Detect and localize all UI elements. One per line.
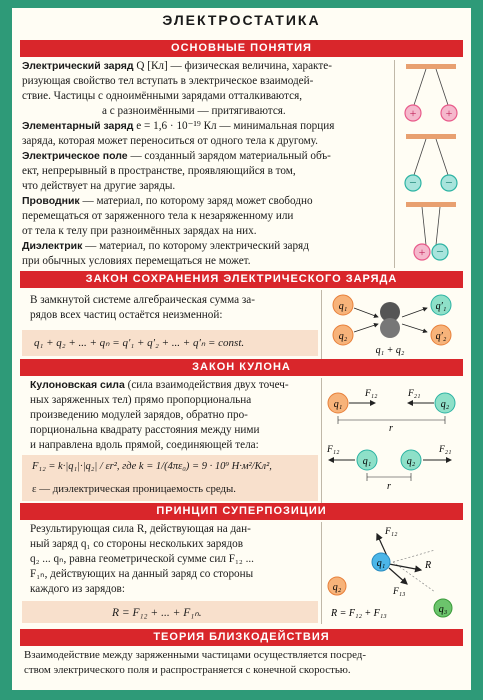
- coulomb-epsilon: ε — диэлектрическая проницаемость среды.: [32, 483, 236, 495]
- conservation-line-2: рядов всех частиц остаётся неизменной:: [30, 309, 223, 321]
- coulomb-line-5: и направлена вдоль прямой, соединяющей тела:: [30, 439, 259, 451]
- label-q2: q₂: [440, 399, 450, 410]
- hanging-charges-illustration: [396, 58, 464, 270]
- section-banner-coulomb: ЗАКОН КУЛОНА: [20, 359, 463, 376]
- section-banner-superposition: ПРИНЦИП СУПЕРПОЗИЦИИ: [20, 503, 463, 520]
- field-def-2: ект, непрерывный в пространстве, проявляющийся в том,: [22, 165, 296, 177]
- label-R: R: [425, 560, 432, 571]
- elem-def-2: заряда, которая может переноситься от одного тела к другому.: [22, 135, 318, 147]
- label-q2: q₂: [332, 582, 342, 593]
- conservation-text: [30, 293, 320, 323]
- conservation-formula: q₁ + q₂ + ... + qₙ = q′₁ + q′₂ + ... + q′ₙ = const.: [34, 337, 245, 349]
- coulomb-line-2: ных заряженных тел) прямо пропорциональна: [30, 394, 252, 406]
- label-sum: q₁ + q₂: [375, 345, 405, 356]
- cond-def-3: от тела к телу при разноимённых зарядах на них.: [22, 225, 257, 237]
- diel-def: — материал, по которому электрический заряд: [85, 240, 309, 252]
- shortrange-line-2: ством электрического поля и распространяется с конечной скоростью.: [24, 664, 351, 676]
- label-q2-prime: q′₂: [435, 331, 447, 342]
- conservation-illustration: [323, 290, 463, 360]
- label-q1-prime: q′₁: [435, 301, 447, 312]
- cond-def-2: перемещаться от заряженного тела к незаряженному или: [22, 210, 294, 222]
- superposition-line-5: каждого из зарядов:: [30, 583, 125, 595]
- superposition-formula: R = F₁₂ + ... + F₁ₙ.: [112, 607, 202, 619]
- label-q1: q₁: [338, 301, 348, 312]
- merged-body: [380, 318, 400, 338]
- elem-def: e = 1,6 · 10⁻¹⁹ Кл — минимальная порция: [136, 120, 335, 132]
- label-q2: q₂: [406, 456, 416, 467]
- suspension-bar: [406, 64, 456, 69]
- field-def: — созданный зарядом материальный объ-: [130, 150, 331, 162]
- superposition-line-3: q₂ ... qₙ, равна геометрической сумме сил F₁₂ ...: [30, 553, 254, 565]
- term-coulomb-force: Кулоновская сила: [30, 379, 125, 391]
- svg-text:−: −: [436, 244, 444, 259]
- coulomb-line-1: (сила взаимодействия двух точеч-: [127, 379, 289, 391]
- term-charge: Электрический заряд: [22, 60, 134, 72]
- page-title: ЭЛЕКТРОСТАТИКА: [162, 12, 321, 28]
- svg-text:+: +: [418, 245, 426, 259]
- section-banner-conservation: ЗАКОН СОХРАНЕНИЯ ЭЛЕКТРИЧЕСКОГО ЗАРЯДА: [20, 271, 463, 288]
- label-r: r: [387, 481, 391, 492]
- coulomb-formula: F₁₂ = k·|q₁|·|q₂| / εr², где k = 1/(4πε₀) = 9 · 10⁹ Н·м²/Кл²,: [32, 461, 272, 472]
- label-F12: F₁₂: [327, 445, 340, 455]
- term-dielectric: Диэлектрик: [22, 240, 83, 252]
- section-banner-basics: ОСНОВНЫЕ ПОНЯТИЯ: [20, 40, 463, 57]
- charge-def-4: а с разноимёнными — притягиваются.: [102, 105, 286, 117]
- svg-text:−: −: [409, 175, 417, 190]
- svg-text:+: +: [409, 106, 417, 120]
- term-field: Электрическое поле: [22, 150, 128, 162]
- coulomb-text: [30, 378, 320, 453]
- superposition-formula-right: R = F₁₂ + F₁₃: [331, 608, 387, 619]
- label-q3: q₃: [438, 604, 448, 615]
- basics-text: [22, 59, 392, 269]
- label-F13: F₁₃: [393, 587, 406, 597]
- term-elementary: Элементарный заряд: [22, 120, 134, 132]
- coulomb-line-4: порциональна квадрату расстояния между ними: [30, 424, 260, 436]
- attracting-pair: [406, 202, 456, 260]
- svg-text:−: −: [445, 175, 453, 190]
- conservation-line-1: В замкнутой системе алгебраическая сумма за-: [30, 294, 255, 306]
- label-F12: F₁₂: [385, 527, 398, 537]
- superposition-line-4: F₁ₙ, действующих на данный заряд со стороны: [30, 568, 254, 580]
- coulomb-line-3: произведению модулей зарядов, обратно про-: [30, 409, 248, 421]
- superposition-line-1: Результирующая сила R, действующая на дан-: [30, 523, 251, 535]
- shortrange-text: [24, 648, 464, 678]
- repelling-negative-pair: [405, 134, 457, 191]
- svg-text:+: +: [445, 106, 453, 120]
- suspension-bar: [406, 134, 456, 139]
- term-conductor: Проводник: [22, 195, 80, 207]
- shortrange-line-1: Взаимодействие между заряженными частицами осуществляется посред-: [24, 649, 366, 661]
- diel-def-2: при обычных условиях перемещаться не может.: [22, 255, 251, 267]
- suspension-bar: [406, 202, 456, 207]
- label-F21: F₂₁: [439, 445, 452, 455]
- label-F12: F₁₂: [365, 389, 378, 399]
- charge-def: Q [Кл] — физическая величина, характе-: [136, 60, 332, 72]
- superposition-illustration: [323, 520, 463, 624]
- charge-def-2: ризующая свойство тел вступать в электрическое взаимодей-: [22, 75, 314, 87]
- label-r: r: [389, 423, 393, 434]
- label-F21: F₂₁: [408, 389, 421, 399]
- coulomb-illustration: [323, 378, 463, 503]
- divider: [321, 290, 322, 360]
- cond-def: — материал, по которому заряд может свободно: [82, 195, 313, 207]
- superposition-line-2: ный заряд q₁ со стороны нескольких зарядов: [30, 538, 244, 550]
- field-def-3: что действует на другие заряды.: [22, 180, 176, 192]
- divider: [394, 60, 395, 268]
- charge-def-3: ствие. Частицы с одноимёнными зарядами отталкиваются,: [22, 90, 303, 102]
- label-q2: q₂: [338, 331, 348, 342]
- repelling-positive-pair: [405, 64, 457, 121]
- divider: [321, 378, 322, 503]
- label-q1: q₁: [376, 558, 386, 569]
- section-banner-shortrange: ТЕОРИЯ БЛИЗКОДЕЙСТВИЯ: [20, 629, 463, 646]
- label-q1: q₁: [333, 399, 343, 410]
- divider: [321, 522, 322, 624]
- label-q1: q₁: [362, 456, 372, 467]
- superposition-text: [30, 522, 320, 597]
